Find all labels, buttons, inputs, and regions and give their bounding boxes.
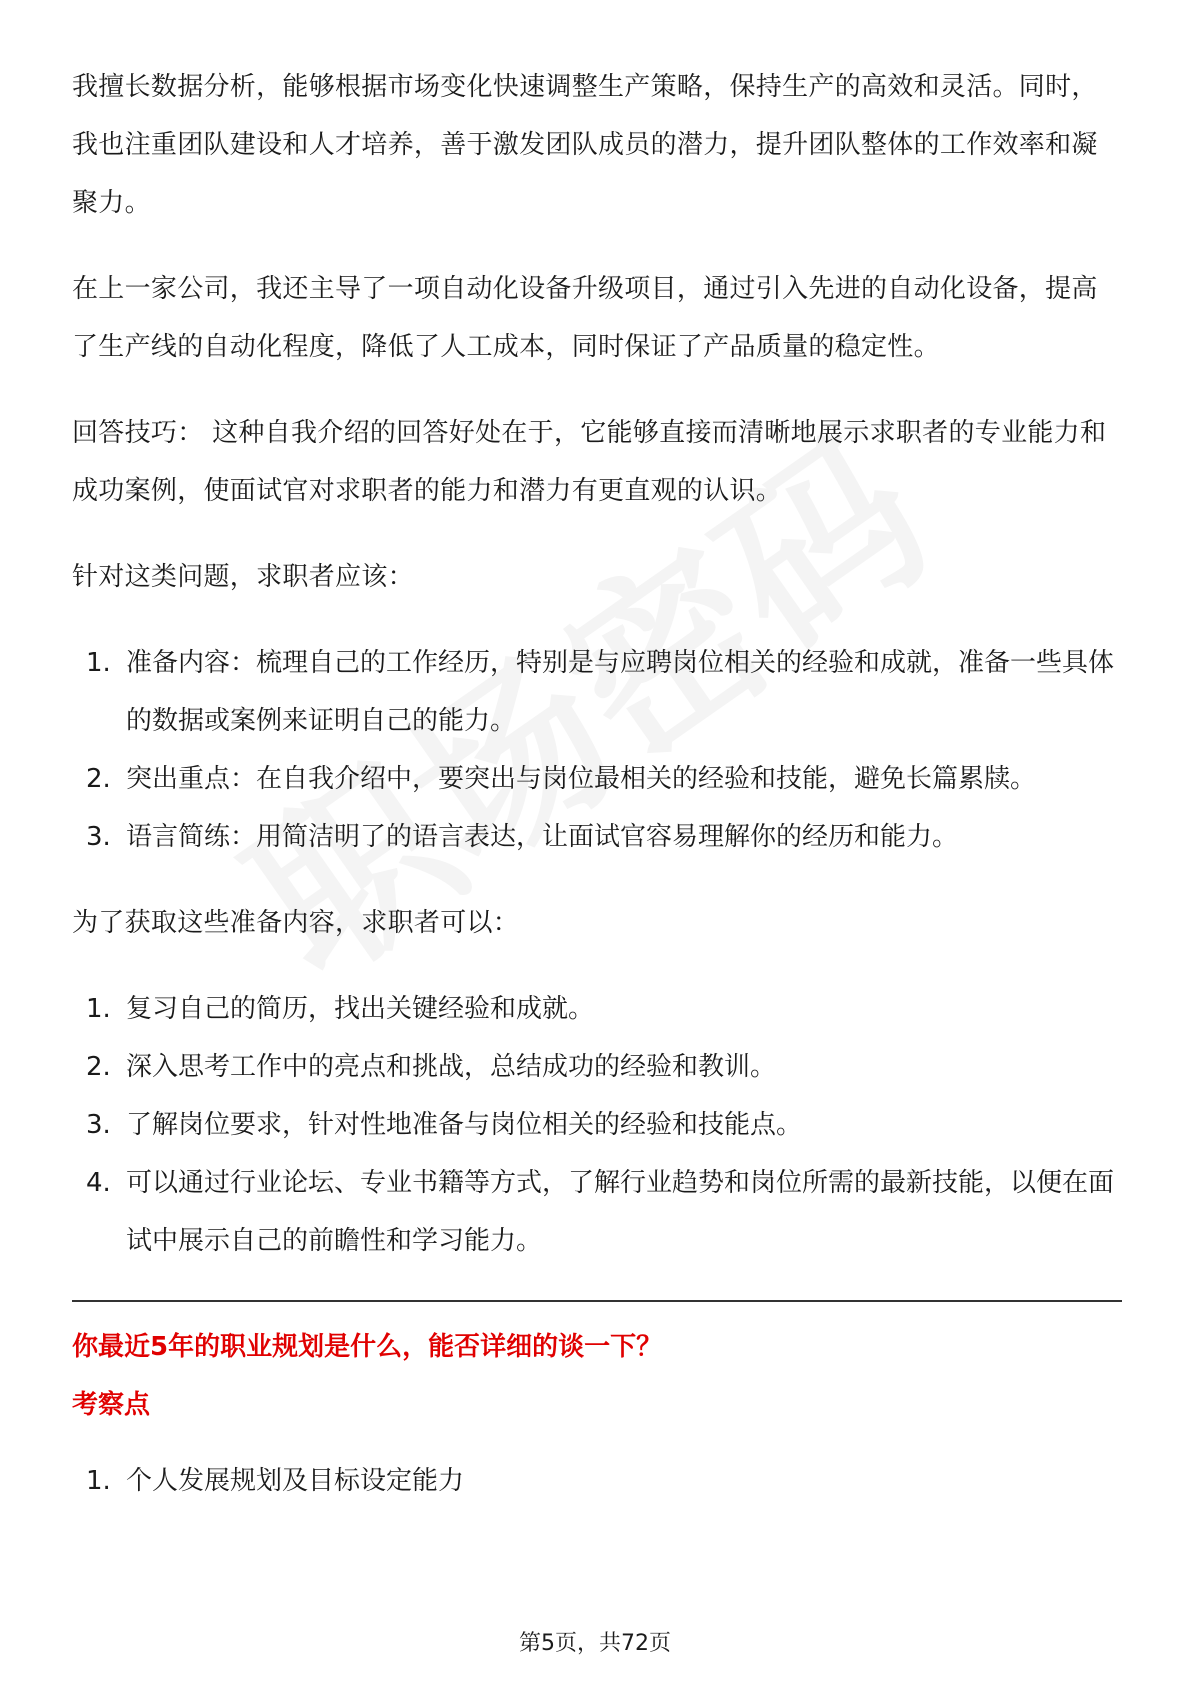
paragraph-prepare-intro: 为了获取这些准备内容，求职者可以： xyxy=(72,908,520,938)
list-number: 1. xyxy=(86,648,111,678)
list-item xyxy=(72,1038,1122,1096)
list-item-text: 了解岗位要求，针对性地准备与岗位相关的经验和技能点。 xyxy=(126,1110,803,1140)
list-item-text: 深入思考工作中的亮点和挑战，总结成功的经验和教训。 xyxy=(126,1052,777,1082)
list-number: 2. xyxy=(86,764,111,794)
page-footer: 第5页，共72页 xyxy=(519,1631,671,1656)
list-item xyxy=(72,808,1122,866)
list-item xyxy=(72,750,1122,808)
list-number: 1. xyxy=(86,1466,111,1496)
points-list xyxy=(72,1452,1122,1510)
list-number: 1. xyxy=(86,994,111,1024)
list-item-text: 语言简练：用简洁明了的语言表达，让面试官容易理解你的经历和能力。 xyxy=(126,822,959,852)
paragraph-project: 在上一家公司，我还主导了一项自动化设备升级项目，通过引入先进的自动化设备，提高了生产线的自动化程度，降低了人工成本，同时保证了产品质量的稳定性。 xyxy=(72,274,1098,362)
section-divider xyxy=(72,1300,1122,1302)
list-item-text: 突出重点：在自我介绍中，要突出与岗位最相关的经验和技能，避免长篇累牍。 xyxy=(126,764,1037,794)
list-item-text: 准备内容：梳理自己的工作经历，特别是与应聘岗位相关的经验和成就，准备一些具体的数据或案例来证明自己的能力。 xyxy=(126,648,1115,736)
document-page xyxy=(72,58,1122,1538)
list-number: 2. xyxy=(86,1052,111,1082)
list-item xyxy=(72,980,1122,1038)
list-number: 3. xyxy=(86,822,111,852)
paragraph-should-intro: 针对这类问题，求职者应该： xyxy=(72,562,414,592)
list-item-text: 复习自己的简历，找出关键经验和成就。 xyxy=(126,994,595,1024)
paragraph-skills: 我擅长数据分析，能够根据市场变化快速调整生产策略，保持生产的高效和灵活。同时，我也注重团队建设和人才培养，善于激发团队成员的潜力，提升团队整体的工作效率和凝聚力。 xyxy=(72,72,1098,218)
list-item-text: 可以通过行业论坛、专业书籍等方式，了解行业趋势和岗位所需的最新技能，以便在面试中展示自己的前瞻性和学习能力。 xyxy=(126,1168,1115,1256)
list-number: 4. xyxy=(86,1168,111,1198)
list-item-text: 个人发展规划及目标设定能力 xyxy=(126,1466,465,1496)
question-heading: 你最近5年的职业规划是什么，能否详细的谈一下？ xyxy=(72,1332,663,1362)
list-number: 3. xyxy=(86,1110,111,1140)
tips-list xyxy=(72,634,1122,866)
prepare-list xyxy=(72,980,1122,1270)
list-item xyxy=(72,1452,1122,1510)
paragraph-answer-tips: 回答技巧： 这种自我介绍的回答好处在于，它能够直接而清晰地展示求职者的专业能力和成功案例，使面试官对求职者的能力和潜力有更直观的认识。 xyxy=(72,418,1107,506)
list-item xyxy=(72,1096,1122,1154)
section-label: 考察点 xyxy=(72,1390,151,1420)
list-item xyxy=(72,634,1122,750)
list-item xyxy=(72,1154,1122,1270)
